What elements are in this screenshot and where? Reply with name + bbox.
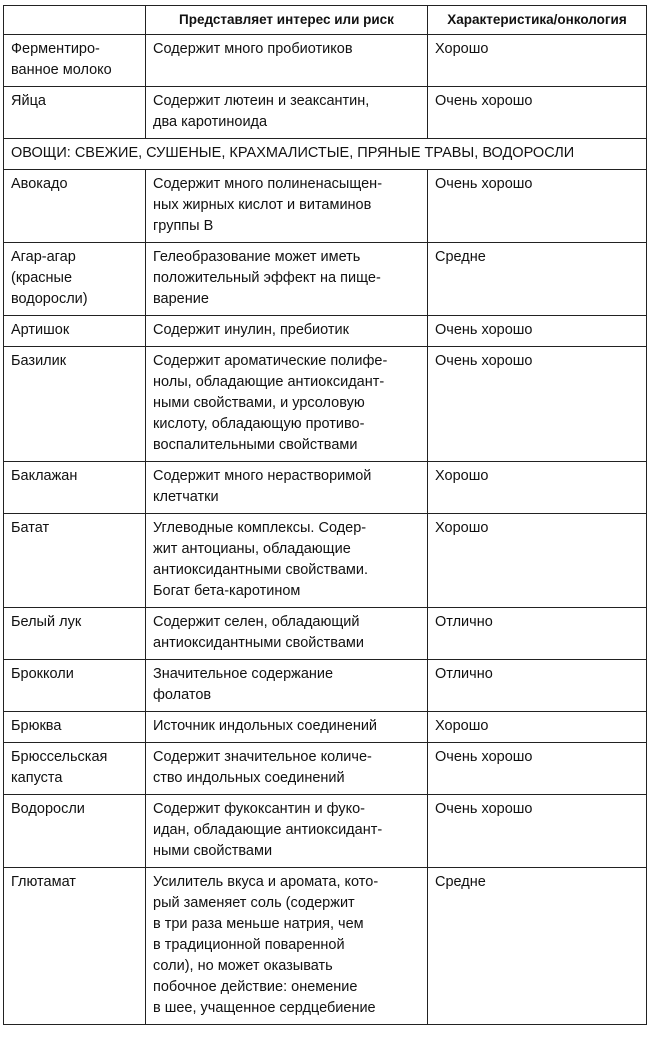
- description-cell-line: Содержит много полиненасыщен-: [153, 176, 383, 192]
- description-cell-line: Содержит фукоксантин и фуко-: [153, 801, 366, 817]
- product-cell-line: капуста: [11, 770, 63, 786]
- rating-cell: Отлично: [428, 660, 647, 712]
- rating-cell: Очень хорошо: [428, 795, 647, 868]
- description-cell-line: антиоксидантными свойствами: [153, 635, 364, 651]
- product-cell-line: Брокколи: [11, 666, 74, 682]
- description-cell-line: Богат бета-каротином: [153, 583, 301, 599]
- rating-cell: Очень хорошо: [428, 347, 647, 462]
- product-cell: [4, 795, 146, 868]
- table-row: [4, 514, 647, 608]
- description-cell: [146, 170, 428, 243]
- table-row: [4, 660, 647, 712]
- description-cell: [146, 608, 428, 660]
- description-cell-line: ными свойствами: [153, 843, 273, 859]
- table-row: [4, 795, 647, 868]
- description-cell-line: жит антоцианы, обладающие: [153, 541, 351, 557]
- product-cell: [4, 243, 146, 316]
- description-cell: [146, 660, 428, 712]
- description-cell-line: соли), но может оказывать: [153, 958, 333, 974]
- product-cell-line: Брюссельская: [11, 749, 108, 765]
- rating-cell: Хорошо: [428, 514, 647, 608]
- description-cell-line: ных жирных кислот и витаминов: [153, 197, 372, 213]
- section-title: ОВОЩИ: СВЕЖИЕ, СУШЕНЫЕ, КРАХМАЛИСТЫЕ, ПРЯНЫЕ ТРАВЫ, ВОДОРОСЛИ: [4, 139, 647, 170]
- product-cell-line: Белый лук: [11, 614, 82, 630]
- product-cell-line: Брюква: [11, 718, 62, 734]
- section-row: [4, 139, 647, 170]
- product-cell: [4, 514, 146, 608]
- product-cell-line: Авокадо: [11, 176, 68, 192]
- description-cell-line: ство индольных соединений: [153, 770, 345, 786]
- product-cell-line: Артишок: [11, 322, 70, 338]
- header-product: [4, 6, 146, 35]
- rating-cell: Очень хорошо: [428, 170, 647, 243]
- description-cell-line: в три раза меньше натрия, чем: [153, 916, 364, 932]
- rating-cell: Хорошо: [428, 462, 647, 514]
- table-row: [4, 35, 647, 87]
- rating-cell: Очень хорошо: [428, 87, 647, 139]
- product-cell: [4, 868, 146, 1025]
- header-row: [4, 6, 647, 35]
- description-cell-line: фолатов: [153, 687, 212, 703]
- rating-cell: Хорошо: [428, 712, 647, 743]
- description-cell-line: кислоту, обладающую противо-: [153, 416, 365, 432]
- description-cell-line: Гелеобразование может иметь: [153, 249, 361, 265]
- description-cell-line: Содержит много пробиотиков: [153, 41, 353, 57]
- product-cell: [4, 87, 146, 139]
- description-cell-line: антиоксидантными свойствами.: [153, 562, 368, 578]
- description-cell-line: Содержит ароматические полифе-: [153, 353, 388, 369]
- table-row: [4, 347, 647, 462]
- table-header: [4, 6, 647, 35]
- rating-cell: Очень хорошо: [428, 316, 647, 347]
- description-cell: [146, 795, 428, 868]
- table-row: [4, 712, 647, 743]
- product-cell: [4, 608, 146, 660]
- description-cell-line: в шее, учащенное сердцебиение: [153, 1000, 376, 1016]
- rating-cell: Средне: [428, 243, 647, 316]
- header-interest-risk: Представляет интерес или риск: [146, 6, 428, 35]
- description-cell: [146, 87, 428, 139]
- description-cell-line: Усилитель вкуса и аромата, кото-: [153, 874, 379, 890]
- table-body: [4, 35, 647, 1025]
- rating-cell: Очень хорошо: [428, 743, 647, 795]
- rating-cell: Средне: [428, 868, 647, 1025]
- product-cell: [4, 462, 146, 514]
- description-cell-line: в традиционной поваренной: [153, 937, 345, 953]
- product-cell-line: Глютамат: [11, 874, 76, 890]
- description-cell: [146, 868, 428, 1025]
- description-cell-line: Содержит инулин, пребиотик: [153, 322, 349, 338]
- product-cell-line: Агар-агар: [11, 249, 76, 265]
- description-cell: [146, 514, 428, 608]
- description-cell: [146, 316, 428, 347]
- product-cell: [4, 347, 146, 462]
- food-table: [3, 5, 647, 1025]
- description-cell: [146, 462, 428, 514]
- description-cell-line: идан, обладающие антиоксидант-: [153, 822, 383, 838]
- table-row: [4, 316, 647, 347]
- description-cell-line: побочное действие: онемение: [153, 979, 358, 995]
- description-cell-line: Содержит селен, обладающий: [153, 614, 360, 630]
- rating-cell: Отлично: [428, 608, 647, 660]
- product-cell-line: Батат: [11, 520, 50, 536]
- description-cell-line: рый заменяет соль (содержит: [153, 895, 355, 911]
- header-oncology-rating: Характеристика/онкология: [428, 6, 647, 35]
- description-cell: [146, 347, 428, 462]
- table-row: [4, 868, 647, 1025]
- table-row: [4, 170, 647, 243]
- description-cell-line: клетчатки: [153, 489, 219, 505]
- product-cell: [4, 743, 146, 795]
- description-cell: [146, 35, 428, 87]
- description-cell-line: воспалительными свойствами: [153, 437, 358, 453]
- product-cell: [4, 660, 146, 712]
- table-row: [4, 462, 647, 514]
- description-cell-line: Значительное содержание: [153, 666, 334, 682]
- description-cell-line: Углеводные комплексы. Содер-: [153, 520, 367, 536]
- description-cell-line: варение: [153, 291, 209, 307]
- description-cell-line: нолы, обладающие антиоксидант-: [153, 374, 385, 390]
- description-cell-line: Содержит лютеин и зеаксантин,: [153, 93, 370, 109]
- table-row: [4, 87, 647, 139]
- table-row: [4, 743, 647, 795]
- description-cell: [146, 243, 428, 316]
- table-row: [4, 243, 647, 316]
- description-cell-line: положительный эффект на пище-: [153, 270, 381, 286]
- product-cell: [4, 316, 146, 347]
- rating-cell: Хорошо: [428, 35, 647, 87]
- description-cell-line: группы В: [153, 218, 214, 234]
- product-cell-line: (красные: [11, 270, 73, 286]
- product-cell-line: Ферментиро-: [11, 41, 100, 57]
- product-cell-line: Водоросли: [11, 801, 85, 817]
- product-cell-line: Яйца: [11, 93, 46, 109]
- product-cell-line: водоросли): [11, 291, 88, 307]
- product-cell: [4, 35, 146, 87]
- description-cell-line: ными свойствами, и урсоловую: [153, 395, 365, 411]
- product-cell-line: Базилик: [11, 353, 67, 369]
- description-cell: [146, 712, 428, 743]
- description-cell: [146, 743, 428, 795]
- description-cell-line: два каротиноида: [153, 114, 268, 130]
- description-cell-line: Содержит много нерастворимой: [153, 468, 372, 484]
- product-cell: [4, 712, 146, 743]
- product-cell-line: ванное молоко: [11, 62, 112, 78]
- product-cell-line: Баклажан: [11, 468, 78, 484]
- table-row: [4, 608, 647, 660]
- product-cell: [4, 170, 146, 243]
- description-cell-line: Источник индольных соединений: [153, 718, 378, 734]
- description-cell-line: Содержит значительное количе-: [153, 749, 372, 765]
